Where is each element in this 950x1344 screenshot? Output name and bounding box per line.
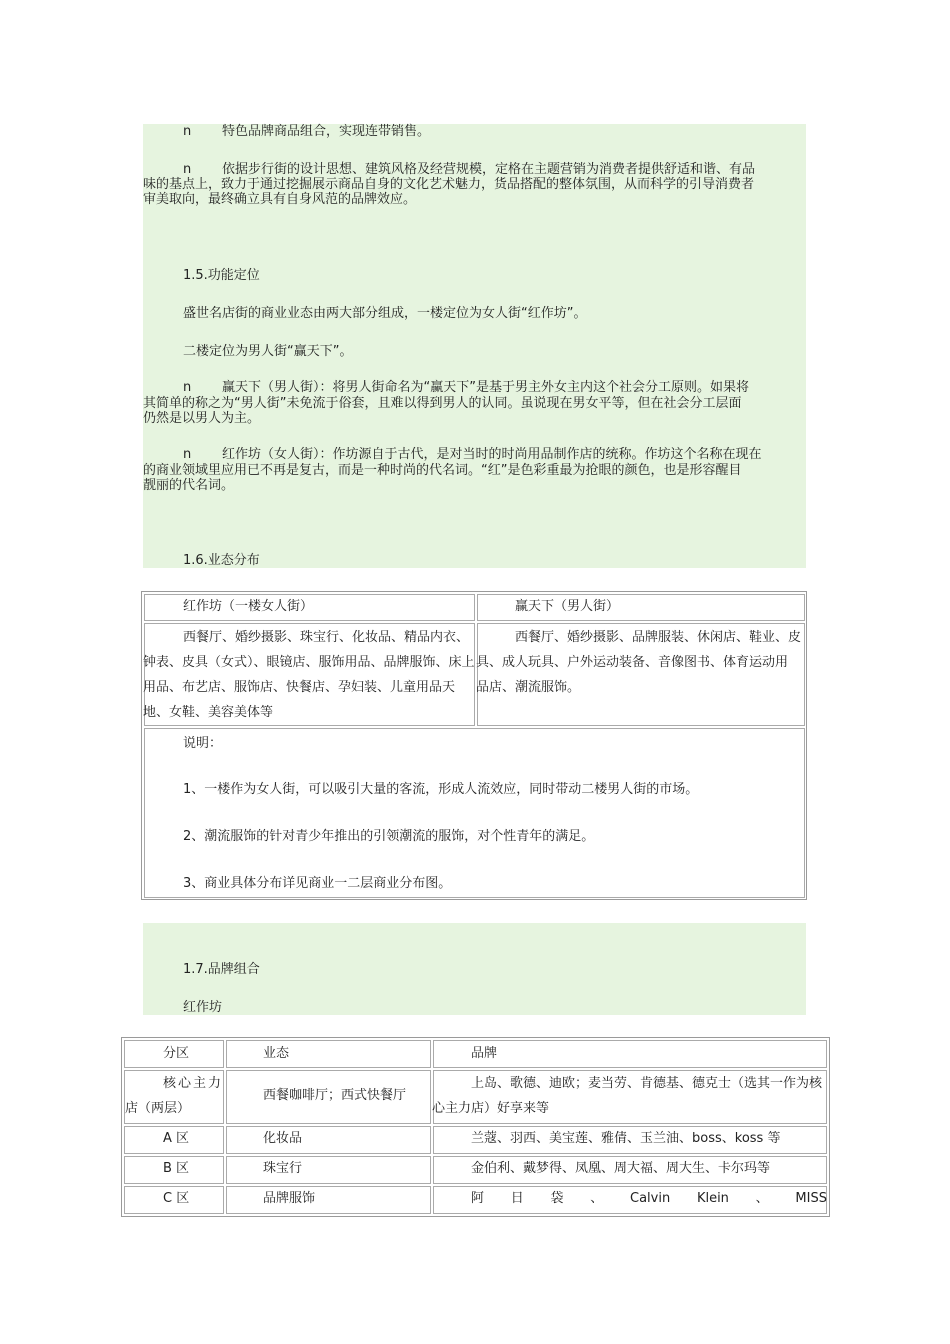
- table-header: 品牌: [471, 1046, 498, 1061]
- table-cell: [144, 728, 805, 898]
- table-header: 赢天下（男人街）: [515, 599, 620, 614]
- section-heading: 1.7.品牌组合: [183, 962, 260, 977]
- note-item: 2、潮流服饰的针对青少年推出的引领潮流的服饰，对个性青年的满足。: [183, 829, 595, 844]
- brand-word: MISS: [795, 1191, 827, 1206]
- bullet-text-line: 依据步行街的设计思想、建筑风格及经营规模，定格在主题营销为消费者提供舒适和谐、有品: [222, 162, 756, 177]
- paragraph: 盛世名店街的商业业态由两大部分组成，一楼定位为女人街“红作坊”。: [183, 306, 587, 321]
- paragraph-line: 其简单的称之为“男人街”未免流于俗套，且难以得到男人的认同。虽说现在男女平等，但在社会分工层面: [143, 396, 742, 411]
- bullet-marker: n: [183, 380, 192, 395]
- section-heading: 1.5.功能定位: [183, 268, 260, 283]
- section-heading: 1.6.业态分布: [183, 553, 260, 568]
- zone-cell: B 区: [163, 1161, 190, 1176]
- table-cell-line: 地、女鞋、美容美体等: [143, 705, 274, 720]
- zone-cell: C 区: [163, 1191, 190, 1206]
- paragraph: 二楼定位为男人街“赢天下”。: [183, 344, 353, 359]
- table-cell-line: 西餐厅、婚纱摄影、珠宝行、化妆品、精品内衣、: [183, 630, 470, 645]
- paragraph-line: 的商业领域里应用已不再是复古，而是一种时尚的代名词。“红”是色彩重最为抢眼的颜色，也是形容醒目: [143, 463, 742, 478]
- type-cell: 珠宝行: [263, 1161, 303, 1176]
- note-item: 3、商业具体分布详见商业一二层商业分布图。: [183, 876, 452, 891]
- table-cell: [226, 1156, 431, 1184]
- brand-word: 、: [590, 1191, 604, 1206]
- bullet-marker: n: [183, 447, 192, 462]
- paragraph-line: 赢天下（男人街）：将男人街命名为“赢天下”是基于男主外女主内这个社会分工原则。如果将: [222, 380, 749, 395]
- brand-word: 阿: [471, 1191, 485, 1206]
- table-cell-line: 品店、潮流服饰。: [476, 680, 581, 695]
- table-cell-line: 具、成人玩具、户外运动装备、音像图书、体育运动用: [476, 655, 789, 670]
- brand-cell-line: 心主力店）好享来等: [432, 1101, 550, 1116]
- type-cell: 西餐咖啡厅；西式快餐厅: [263, 1088, 407, 1103]
- brand-word: Calvin: [630, 1191, 671, 1206]
- paragraph-line: 红作坊（女人街）：作坊源自于古代，是对当时的时尚用品制作店的统称。作坊这个名称在现在: [222, 447, 762, 462]
- brand-table: [121, 1037, 830, 1217]
- paragraph-line: 仍然是以男人为主。: [143, 411, 261, 426]
- bullet-marker: n: [183, 162, 192, 177]
- zone-cell-line: 核心主力: [163, 1076, 224, 1091]
- paragraph-line: 靓丽的代名词。: [143, 478, 235, 493]
- table-cell-line: 西餐厅、婚纱摄影、品牌服装、休闲店、鞋业、皮: [515, 630, 802, 645]
- bullet-text: 特色品牌商品组合，实现连带销售。: [222, 124, 431, 139]
- brand-cell: 金伯利、戴梦得、凤凰、周大福、周大生、卡尔玛等: [471, 1161, 771, 1176]
- note-item: 1、一楼作为女人街，可以吸引大量的客流，形成人流效应，同时带动二楼男人街的市场。: [183, 782, 699, 797]
- brand-cell: 兰蔻、羽西、美宝莲、雅倩、玉兰油、boss、koss 等: [471, 1131, 781, 1146]
- bullet-text-line: 味的基点上，致力于通过挖掘展示商品自身的文化艺术魅力，货品搭配的整体氛围，从而科学的引导消费者: [143, 177, 755, 192]
- table-header: 分区: [163, 1046, 190, 1061]
- table-cell-line: 钟表、皮具（女式）、眼镜店、服饰用品、品牌服饰、床上: [143, 655, 475, 670]
- table-header: 业态: [263, 1046, 290, 1061]
- table-header: 红作坊（一楼女人街）: [183, 599, 314, 614]
- table-cell: [226, 1126, 431, 1154]
- note-title: 说明：: [183, 736, 223, 751]
- sub-heading: 红作坊: [183, 1000, 223, 1015]
- zone-cell-line: 店（两层）: [125, 1101, 191, 1116]
- bullet-text-line: 审美取向，最终确立具有自身风范的品牌效应。: [143, 192, 417, 207]
- bullet-marker: n: [183, 124, 192, 139]
- brand-word: Klein: [696, 1191, 729, 1206]
- zone-cell: A 区: [163, 1131, 190, 1146]
- brand-word: 袋: [550, 1191, 564, 1206]
- brand-word: 、: [755, 1191, 769, 1206]
- brand-word: 日: [510, 1191, 524, 1206]
- type-cell: 化妆品: [263, 1131, 303, 1146]
- table-cell: [226, 1186, 431, 1214]
- type-cell: 品牌服饰: [263, 1191, 316, 1206]
- table-cell-line: 用品、布艺店、服饰店、快餐店、孕妇装、儿童用品天: [143, 680, 456, 695]
- brand-cell-line: 上岛、歌德、迪欧；麦当劳、肯德基、德克士（选其一作为核: [471, 1076, 823, 1091]
- brand-cell-justified: [471, 1191, 827, 1207]
- table-header-cell: [226, 1040, 431, 1068]
